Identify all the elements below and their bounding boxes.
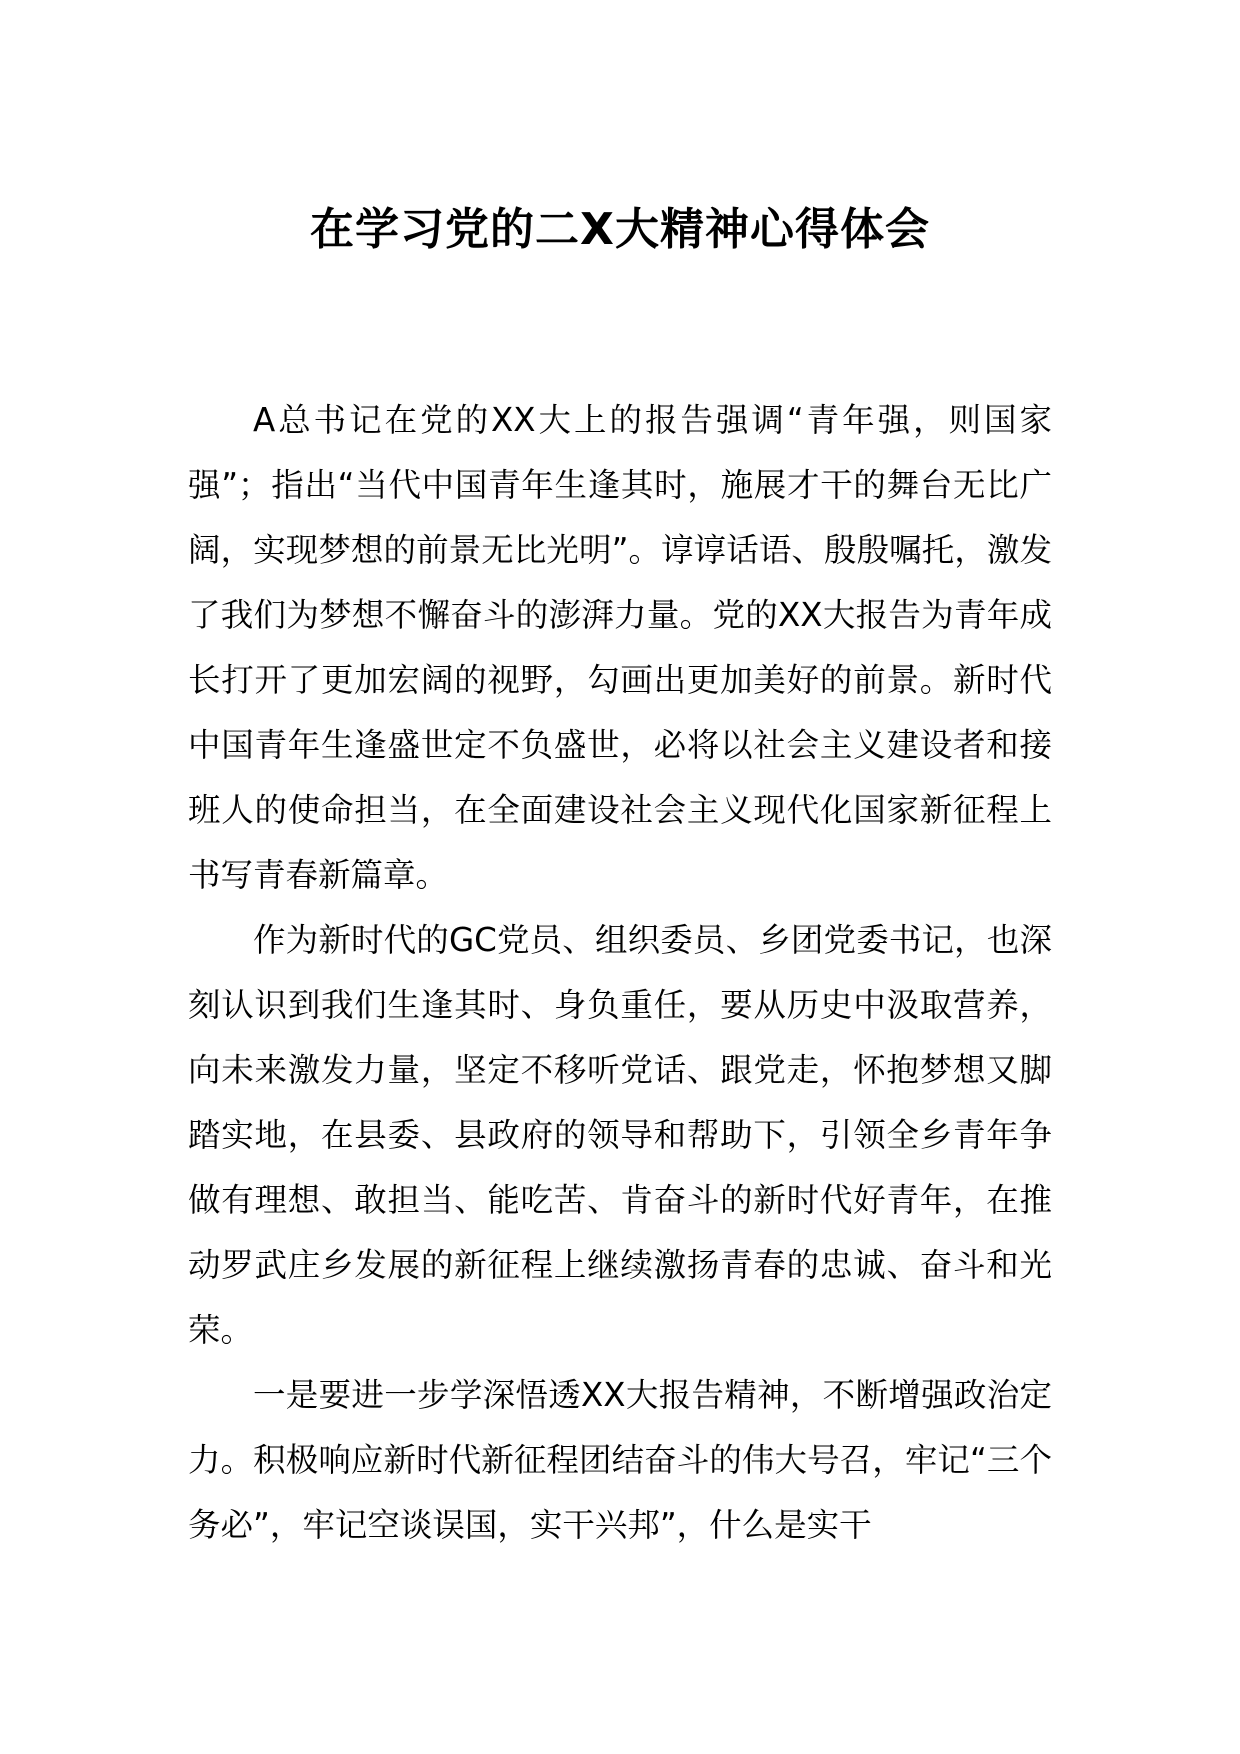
paragraph-2: 作为新时代的GC党员、组织委员、乡团党委书记，也深刻认识到我们生逢其时、身负重任，要从历史中汲取营养，向未来激发力量，坚定不移听党话、跟党走，怀抱梦想又脚踏实地，在县委、县政府的领导和帮助下，引领全乡青年争做有理想、敢担当、能吃苦、肯奋斗的新时代好青年，在推动罗武庄乡发展的新征程上继续激扬青春的忠诚、奋斗和光荣。 — [188, 921, 1052, 1349]
paragraph-1: A总书记在党的XX大上的报告强调“青年强，则国家强”；指出“当代中国青年生逢其时，施展才干的舞台无比广阔，实现梦想的前景无比光明”。谆谆话语、殷殷嘱托，激发了我们为梦想不懈奋斗的澎湃力量。党的XX大报告为青年成长打开了更加宏阔的视野，勾画出更加美好的前景。新时代中国青年生逢盛世定不负盛世，必将以社会主义建设者和接班人的使命担当，在全面建设社会主义现代化国家新征程上书写青春新篇章。 — [188, 401, 1052, 894]
document-body — [188, 388, 1052, 1558]
document-title: 在学习党的二X大精神心得体会 — [310, 204, 930, 255]
paragraph-3: 一是要进一步学深悟透XX大报告精神，不断增强政治定力。积极响应新时代新征程团结奋斗的伟大号召，牢记“三个务必”，牢记空谈误国，实干兴邦”，什么是实干 — [188, 1376, 1052, 1544]
